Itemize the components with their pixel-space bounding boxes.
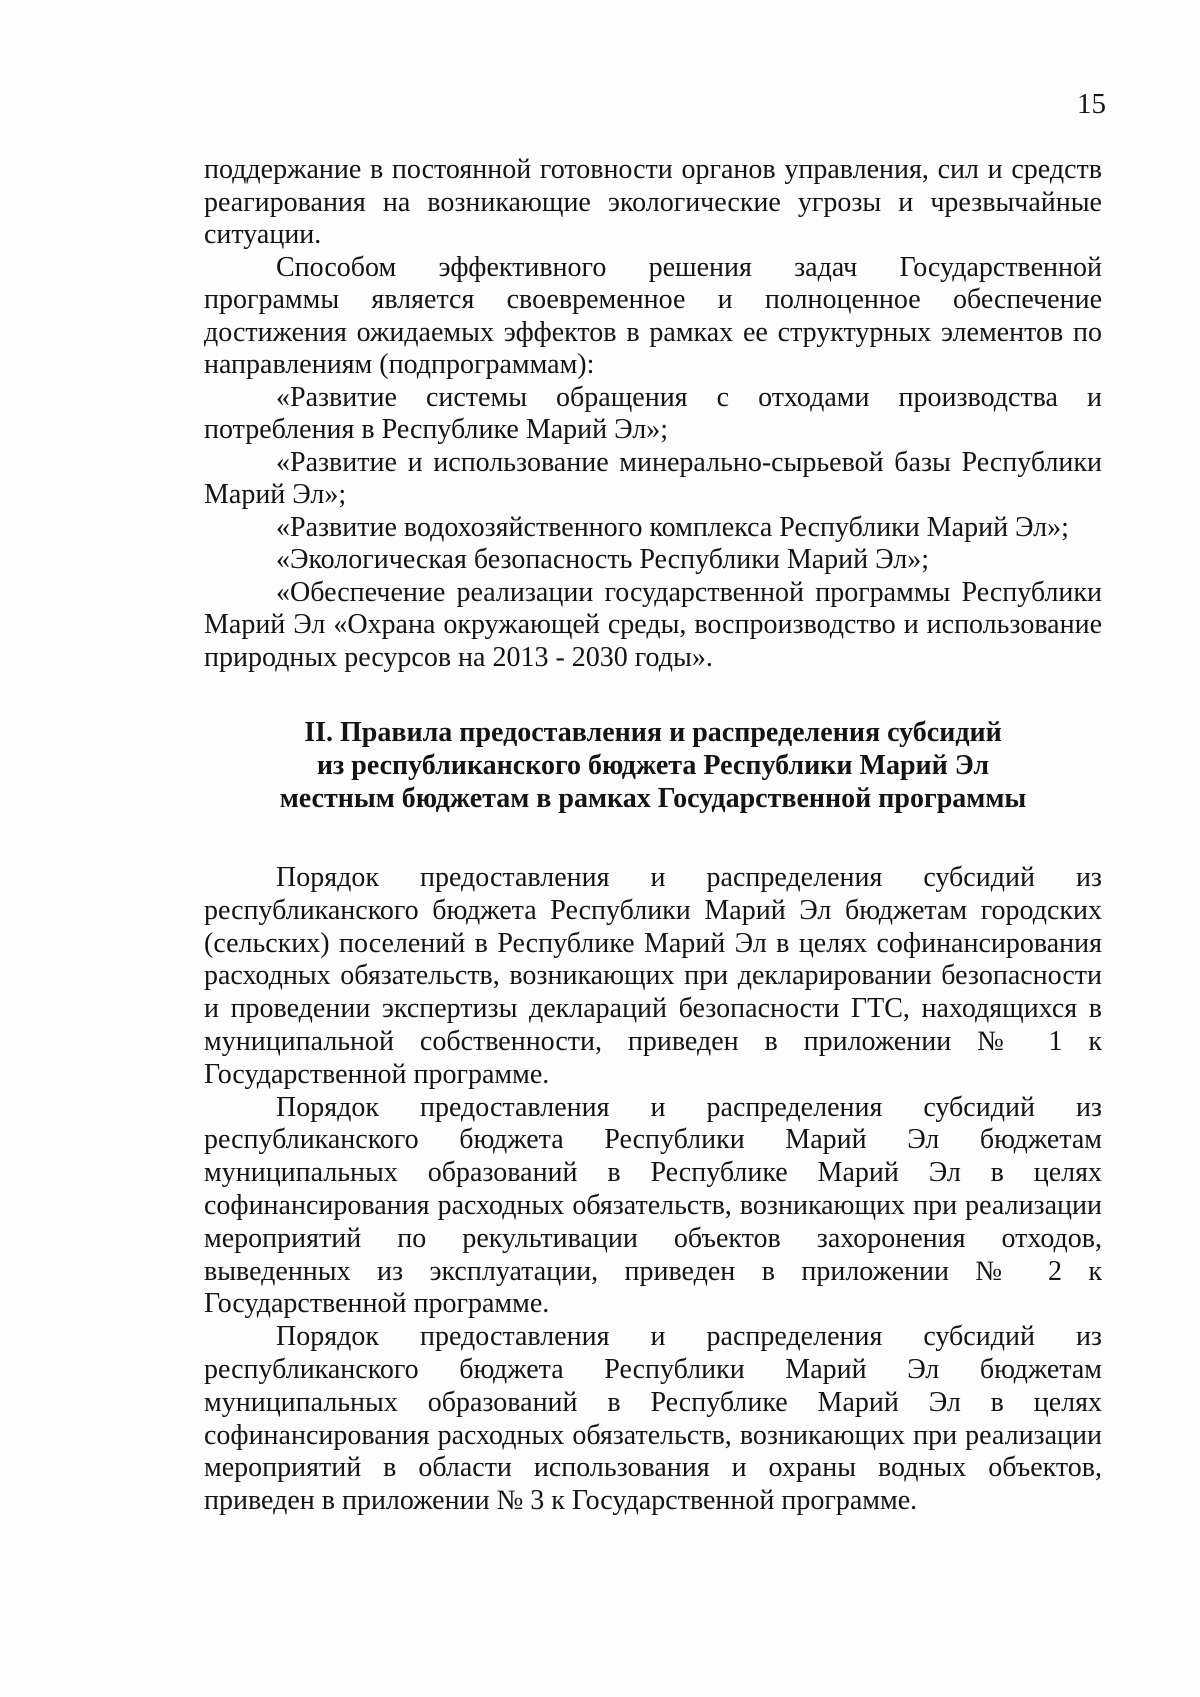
section-heading [204,716,1102,815]
section-heading-line-3: местным бюджетам в рамках Государственной программы [279,783,1027,814]
section-text-block [204,862,1102,1518]
procedure-paragraph-1: Порядок предоставления и распределения субсидий из республиканского бюджета Республики Марий Эл бюджетам городских (сельских) поселений в Республике Марий Эл в целях софинансирования расходных обязательств, возникающих при декларировании безопасности и проведении экспертизы деклараций безопасности ГТС, находящихся в муниципальной собственности, приведен в приложении № 1 к Государственной программе. [204,862,1102,1090]
procedure-paragraph-2: Порядок предоставления и распределения субсидий из республиканского бюджета Республики Марий Эл бюджетам муниципальных образований в Республике Марий Эл в целях софинансирования расходных обязательств, возникающих при реализации мероприятий по рекультивации объектов захоронения отходов, выведенных из эксплуатации, приведен в приложении № 2 к Государственной программе. [204,1091,1102,1320]
procedure-paragraph-3: Порядок предоставления и распределения субсидий из республиканского бюджета Республики Марий Эл бюджетам муниципальных образований в Республике Марий Эл в целях софинансирования расходных обязательств, возникающих при реализации мероприятий в области использования и охраны водных объектов, приведен в приложении № 3 к Государственной программе. [204,1321,1102,1517]
page-number: 15 [1077,88,1106,120]
subprogram-item-ecology: «Экологическая безопасность Республики Марий Эл»; [276,544,929,575]
subprogram-item-minerals: «Развитие и использование минерально-сырьевой базы Республики Марий Эл»; [204,446,1102,510]
subprogram-item-waste: «Развитие системы обращения с отходами производства и потребления в Республике Марий Эл»; [204,381,1102,445]
section-heading-line-1: II. Правила предоставления и распределения субсидий [304,717,1002,748]
intro-text-block [204,154,1102,674]
subprogram-item-support: «Обеспечение реализации государственной программы Республики Марий Эл «Охрана окружающей среды, воспроизводство и использование природных ресурсов на 2013 - 2030 годы». [204,576,1102,673]
intro-paragraph-continuation: поддержание в постоянной готовности органов управления, сил и средств реагирования на возникающие экологические угрозы и чрезвычайные ситуации. [204,154,1102,250]
section-heading-line-2: из республиканского бюджета Республики Марий Эл [316,750,990,781]
intro-paragraph-method: Способом эффективного решения задач Государственной программы является своевременное и полноценное обеспечение достижения ожидаемых эффектов в рамках ее структурных элементов по направлениям (подпрограммам): [204,251,1102,380]
subprogram-item-water: «Развитие водохозяйственного комплекса Республики Марий Эл»; [276,511,1069,543]
